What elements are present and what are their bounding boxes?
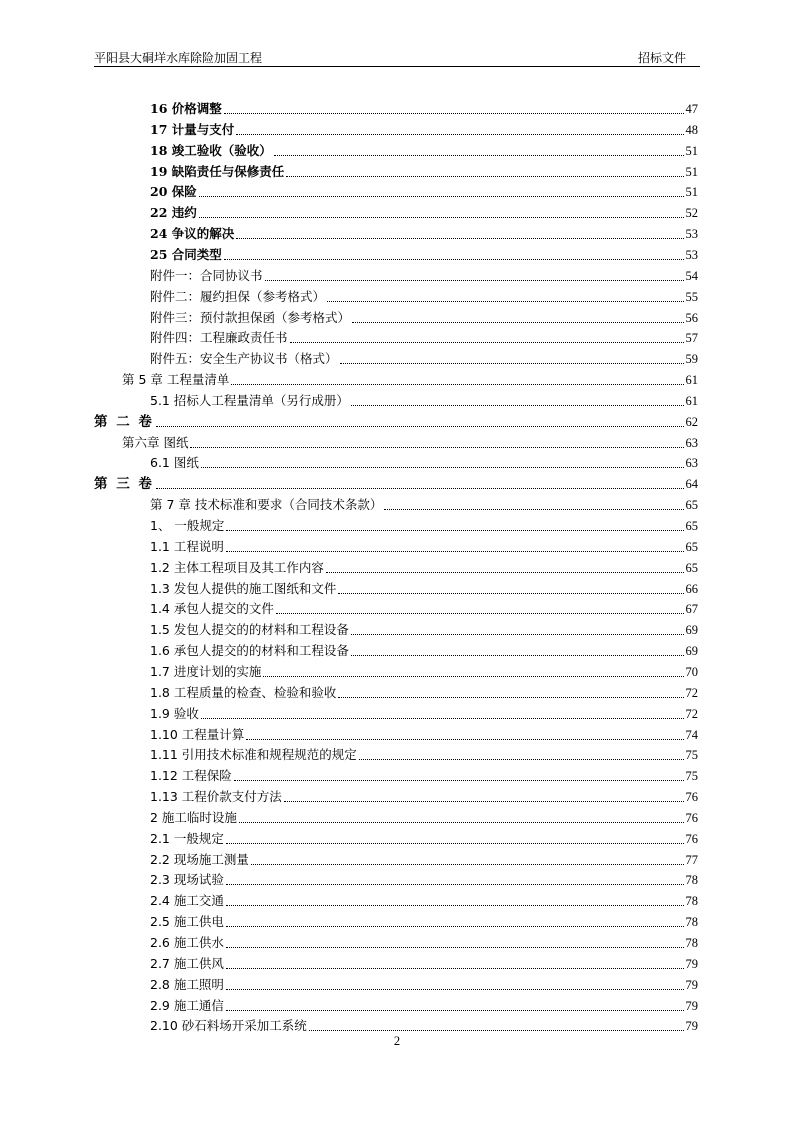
toc-entry-label: 1、 一般规定	[150, 518, 225, 533]
toc-entry-label: 附件四：工程廉政责任书	[150, 330, 288, 346]
toc-entry-label: 第六章 图纸	[122, 434, 189, 450]
toc-leader-dots	[156, 426, 684, 427]
toc-entry[interactable]	[94, 471, 698, 492]
toc-leader-dots	[231, 384, 683, 385]
toc-entry-page: 78	[685, 936, 698, 950]
toc-entry-label: 1.6 承包人提交的的材料和工程设备	[150, 643, 349, 659]
toc-leader-dots	[265, 280, 684, 281]
toc-entry-label: 1.4 承包人提交的文件	[150, 601, 274, 617]
toc-entry[interactable]	[150, 596, 698, 617]
toc-leader-dots	[286, 176, 683, 177]
toc-leader-dots	[226, 884, 684, 885]
toc-entry-label: 2.5 施工供电	[150, 914, 224, 930]
toc-entry-label: 1.8 工程质量的检查、检验和验收	[150, 684, 337, 700]
page-header	[94, 46, 700, 67]
toc-entry-page: 51	[685, 164, 698, 179]
toc-leader-dots	[338, 697, 683, 698]
toc-entry-label: 1.5 发包人提交的的材料和工程设备	[150, 622, 349, 638]
toc-entry-page: 79	[685, 977, 698, 992]
toc-leader-dots	[274, 155, 684, 156]
toc-entry[interactable]	[150, 805, 698, 826]
toc-entry-page: 69	[685, 644, 698, 659]
toc-entry-label: 2.6 施工供水	[150, 935, 224, 950]
toc-leader-dots	[327, 301, 683, 302]
toc-entry[interactable]	[150, 784, 698, 805]
toc-entry[interactable]	[150, 179, 698, 200]
toc-entry-page: 78	[685, 894, 698, 909]
toc-leader-dots	[234, 780, 684, 781]
toc-entry-label: 22 违约	[150, 205, 197, 221]
toc-entry-page: 75	[685, 769, 698, 784]
toc-entry-page: 75	[685, 748, 698, 763]
toc-entry-label: 5.1 招标人工程量清单（另行成册）	[150, 392, 349, 408]
toc-entry-page: 78	[685, 915, 698, 930]
toc-entry-page: 74	[685, 727, 698, 742]
toc-entry-page: 61	[685, 373, 698, 388]
toc-entry[interactable]	[94, 409, 698, 430]
toc-entry-page: 53	[685, 247, 698, 262]
toc-entry[interactable]	[150, 534, 698, 555]
toc-entry-label: 1.3 发包人提供的施工图纸和文件	[150, 580, 337, 596]
toc-entry-page: 55	[685, 289, 698, 304]
toc-leader-dots	[226, 1010, 684, 1011]
toc-leader-dots	[201, 467, 684, 468]
toc-leader-dots	[351, 634, 684, 635]
toc-entry[interactable]	[122, 367, 698, 388]
toc-leader-dots	[226, 968, 684, 969]
toc-entry-page: 65	[685, 519, 698, 533]
toc-leader-dots	[236, 238, 683, 239]
toc-entry-page: 79	[685, 956, 698, 971]
toc-entry-label: 2.1 一般规定	[150, 830, 224, 846]
toc-leader-dots	[359, 759, 684, 760]
toc-entry-label: 附件一：合同协议书	[150, 267, 263, 283]
toc-entry[interactable]	[150, 325, 698, 346]
toc-entry[interactable]	[150, 951, 698, 972]
toc-entry-label: 第 7 章 技术标准和要求（合同技术条款）	[150, 497, 383, 513]
toc-entry-label: 2.9 施工通信	[150, 997, 224, 1013]
page-number: 2	[393, 1034, 401, 1048]
toc-entry-label: 1.13 工程价款支付方法	[150, 789, 282, 805]
toc-leader-dots	[199, 217, 684, 218]
toc-leader-dots	[226, 989, 684, 990]
toc-entry-page: 67	[685, 602, 698, 617]
toc-entry-page: 76	[685, 810, 698, 825]
toc-entry[interactable]	[150, 138, 698, 159]
toc-entry[interactable]	[150, 492, 698, 513]
toc-entry-label: 18 竣工验收（验收）	[150, 142, 272, 158]
toc-entry-page: 78	[685, 873, 698, 888]
toc-leader-dots	[352, 322, 683, 323]
toc-leader-dots	[199, 196, 684, 197]
toc-entry[interactable]	[150, 221, 698, 242]
toc-entry-label: 第 5 章 工程量清单	[122, 372, 230, 388]
toc-entry-label: 6.1 图纸	[150, 455, 199, 471]
toc-leader-dots	[263, 676, 683, 677]
toc-entry-label: 第 三 卷	[94, 476, 154, 493]
toc-entry-page: 54	[685, 268, 698, 283]
toc-entry[interactable]	[150, 722, 698, 743]
toc-leader-dots	[236, 134, 683, 135]
toc-entry-page: 63	[685, 456, 698, 471]
toc-leader-dots	[284, 801, 684, 802]
toc-entry-label: 17 计量与支付	[150, 121, 235, 137]
toc-entry[interactable]	[150, 888, 698, 909]
toc-entry[interactable]	[150, 909, 698, 930]
toc-entry-page: 65	[685, 560, 698, 575]
toc-entry-label: 第 二 卷	[94, 413, 154, 430]
toc-entry-page: 76	[685, 831, 698, 846]
toc-entry-label: 2 施工临时设施	[150, 809, 237, 825]
toc-leader-dots	[226, 843, 684, 844]
toc-entry-page: 57	[685, 331, 698, 346]
toc-entry-label: 1.7 进度计划的实施	[150, 663, 262, 679]
toc-leader-dots	[351, 405, 684, 406]
toc-entry[interactable]	[150, 701, 698, 722]
toc-entry-page: 65	[685, 498, 698, 513]
toc-leader-dots	[309, 1030, 684, 1031]
toc-entry[interactable]	[150, 263, 698, 284]
toc-entry[interactable]	[150, 159, 698, 180]
toc-entry[interactable]	[150, 284, 698, 305]
toc-entry-page: 52	[685, 206, 698, 221]
toc-entry-page: 63	[685, 435, 698, 450]
toc-entry-page: 51	[685, 185, 698, 200]
toc-entry[interactable]	[150, 972, 698, 993]
toc-entry-label: 1.1 工程说明	[150, 538, 224, 554]
toc-entry-page: 79	[685, 1019, 698, 1034]
toc-leader-dots	[246, 739, 683, 740]
toc-entry-page: 61	[685, 393, 698, 408]
toc-entry[interactable]	[150, 659, 698, 680]
toc-entry-page: 72	[685, 685, 698, 700]
toc-entry-page: 65	[685, 539, 698, 554]
toc-entry-page: 76	[685, 790, 698, 805]
toc-leader-dots	[190, 447, 683, 448]
header-project-title: 平阳县大硐垟水库除险加固工程	[94, 51, 263, 65]
toc-entry-label: 2.7 施工供风	[150, 955, 224, 971]
toc-entry[interactable]	[150, 305, 698, 326]
toc-entry-label: 20 保险	[150, 184, 197, 200]
toc-entry-page: 70	[685, 664, 698, 679]
toc-entry[interactable]	[150, 1013, 698, 1034]
toc-entry-page: 59	[685, 352, 698, 367]
toc-leader-dots	[226, 926, 684, 927]
header-doc-type: 招标文件	[637, 51, 686, 65]
toc-entry[interactable]	[150, 388, 698, 409]
toc-entry-page: 51	[685, 143, 698, 158]
toc-leader-dots	[226, 947, 684, 948]
toc-entry-label: 2.10 砂石料场开采加工系统	[150, 1018, 307, 1034]
toc-entry-page: 79	[685, 998, 698, 1013]
toc-entry[interactable]	[150, 867, 698, 888]
toc-entry-label: 1.12 工程保险	[150, 768, 232, 784]
toc-entry-page: 69	[685, 623, 698, 638]
toc-entry-page: 64	[685, 477, 698, 492]
toc-entry-label: 1.10 工程量计算	[150, 726, 245, 742]
toc-leader-dots	[251, 864, 684, 865]
toc-leader-dots	[351, 655, 684, 656]
toc-entry[interactable]	[150, 847, 698, 868]
toc-entry[interactable]	[150, 576, 698, 597]
toc-entry[interactable]	[150, 638, 698, 659]
toc-entry-label: 19 缺陷责任与保修责任	[150, 163, 285, 179]
toc-leader-dots	[224, 113, 684, 114]
toc-entry[interactable]	[150, 346, 698, 367]
toc-entry-page: 77	[685, 852, 698, 867]
toc-entry-label: 附件二：履约担保（参考格式）	[150, 288, 326, 304]
toc-entry-label: 1.9 验收	[150, 705, 199, 721]
toc-entry-page: 53	[685, 227, 698, 242]
toc-entry[interactable]	[150, 826, 698, 847]
toc-entry-label: 16 价格调整	[150, 101, 222, 116]
toc-entry-page: 56	[685, 310, 698, 325]
toc-leader-dots	[338, 593, 683, 594]
toc-leader-dots	[226, 905, 684, 906]
toc-entry-label: 2.4 施工交通	[150, 893, 224, 909]
toc-leader-dots	[384, 509, 683, 510]
toc-entry-label: 1.2 主体工程项目及其工作内容	[150, 559, 324, 575]
toc-entry[interactable]	[150, 617, 698, 638]
toc-entry-page: 47	[685, 102, 698, 116]
toc-entry-label: 2.8 施工照明	[150, 976, 224, 992]
toc-entry[interactable]	[150, 96, 698, 117]
toc-entry[interactable]	[150, 117, 698, 138]
toc-leader-dots	[156, 488, 684, 489]
toc-entry[interactable]	[150, 763, 698, 784]
toc-entry-page: 66	[685, 581, 698, 596]
toc-entry[interactable]	[150, 555, 698, 576]
toc-entry-page: 62	[685, 414, 698, 429]
toc-entry-page: 72	[685, 706, 698, 721]
toc-entry[interactable]	[150, 680, 698, 701]
toc-leader-dots	[226, 530, 683, 531]
toc-entry-label: 25 合同类型	[150, 246, 222, 262]
toc-leader-dots	[326, 572, 684, 573]
toc-entry[interactable]	[150, 242, 698, 263]
toc-leader-dots	[290, 342, 684, 343]
toc-entry[interactable]	[150, 930, 698, 951]
toc-leader-dots	[239, 822, 684, 823]
toc-leader-dots	[276, 613, 684, 614]
toc-entry-label: 2.3 现场试验	[150, 872, 224, 888]
toc-entry-label: 附件五：安全生产协议书（格式）	[150, 351, 338, 367]
toc-leader-dots	[224, 259, 684, 260]
toc-leader-dots	[201, 718, 684, 719]
toc-entry[interactable]	[122, 430, 698, 451]
toc-entry[interactable]	[150, 200, 698, 221]
toc-leader-dots	[226, 551, 684, 552]
toc-entry-label: 24 争议的解决	[150, 226, 235, 242]
toc-entry[interactable]	[150, 993, 698, 1014]
toc-entry-label: 附件三：预付款担保函（参考格式）	[150, 309, 351, 325]
toc-entry-label: 2.2 现场施工测量	[150, 851, 249, 867]
toc-entry[interactable]	[150, 513, 698, 534]
toc-entry[interactable]	[150, 742, 698, 763]
toc-entry-page: 48	[685, 122, 698, 137]
toc-entry-label: 1.11 引用技术标准和规程规范的规定	[150, 747, 357, 763]
toc-leader-dots	[340, 363, 684, 364]
toc-entry[interactable]	[150, 450, 698, 471]
